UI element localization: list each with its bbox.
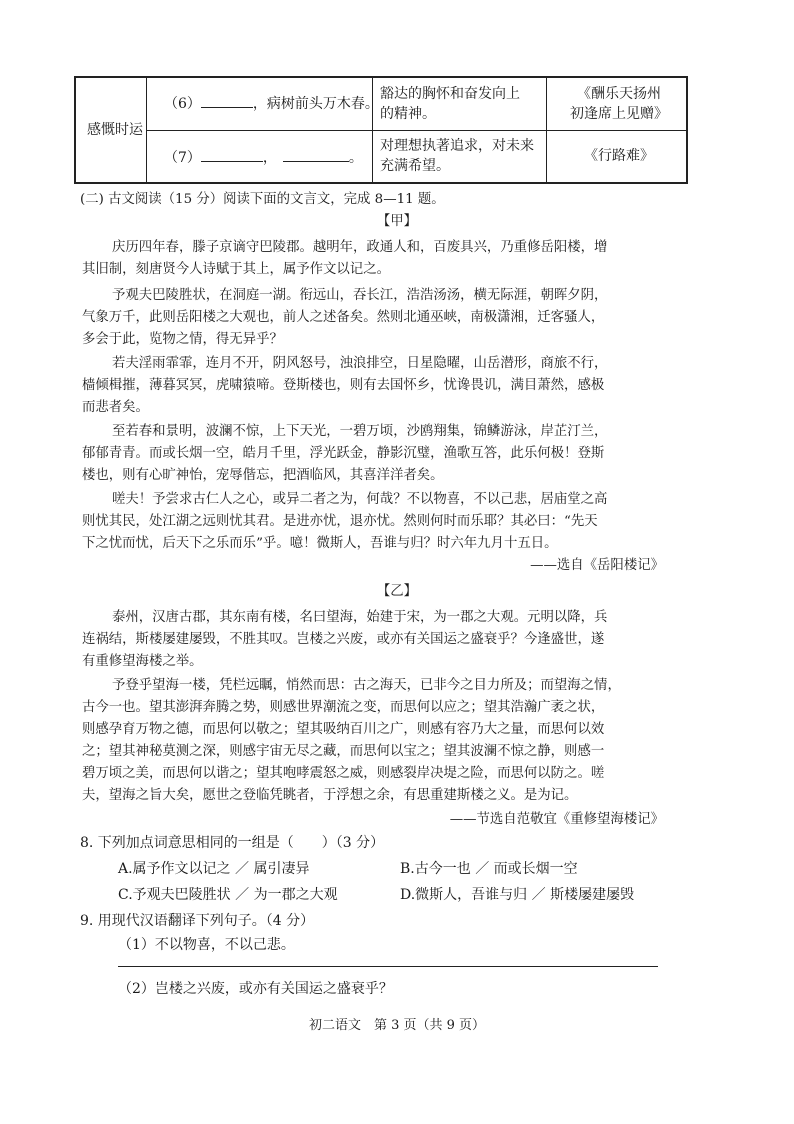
page-footer: 初二语文 第 3 页（共 9 页）: [308, 1018, 486, 1033]
passage-a-line: 郁郁青青。而或长烟一空，皓月千里，浮光跃金，静影沉璧，渔歌互答，此乐何极！登斯: [82, 446, 605, 461]
table-row-7-question: （7） ， 。: [164, 150, 363, 166]
passage-b-line: 之；望其神秘莫测之深，则感宇宙无尽之藏，而思何以宝之；望其波澜不惊之静，则感一: [82, 744, 605, 759]
answer-blank-7a[interactable]: [201, 161, 263, 162]
passage-a-line: 樯倾楫摧，薄暮冥冥，虎啸猿啼。登斯楼也，则有去国怀乡，忧谗畏讥，满目萧然，感极: [82, 378, 605, 393]
passage-b-line: 古今一也。望其澎湃奔腾之势，则感世界潮流之变，而思何以应之；望其浩瀚广袤之状，: [82, 700, 605, 715]
table-row-6-question: （6） ，病树前头万木春。: [164, 96, 379, 112]
q8-option-c[interactable]: C.予观夫巴陵胜状 ／ 为一郡之大观: [118, 887, 338, 903]
passage-b-line: 有重修望海楼之举。: [82, 654, 203, 669]
passage-a-line: 气象万千，此则岳阳楼之大观也，前人之述备矣。然则北通巫峡，南极潇湘，迁客骚人，: [82, 310, 605, 325]
passage-b-line: 连祸结，斯楼屡建屡毁，不胜其叹。岂楼之兴废，或亦有关国运之盛衰乎？今逢盛世，遂: [82, 632, 605, 647]
q9-sentence-1: （1）不以物喜，不以己悲。: [118, 937, 295, 953]
passage-a-line: 多会于此，览物之情，得无异乎？: [82, 332, 283, 347]
passage-a-line: 予观夫巴陵胜状，在洞庭一湖。衔远山，吞长江，浩浩汤汤，横无际涯，朝晖夕阴，: [112, 288, 608, 303]
answer-blank-7b[interactable]: [283, 161, 349, 162]
passage-b-line: 泰州，汉唐古郡，其东南有楼，名曰望海，始建于宋，为一郡之大观。元明以降，兵: [112, 610, 608, 625]
answer-blank-6[interactable]: [201, 107, 253, 108]
passage-b-line: 碧万顷之美，而思何以谐之；望其咆哮震怒之威，则感裂岸决堤之险，而思何以防之。嗟: [82, 766, 605, 781]
passage-a-heading: 【甲】: [376, 214, 418, 229]
q8-option-a[interactable]: A.属予作文以记之 ／ 属引凄异: [118, 861, 310, 877]
passage-a-line: 则忧其民，处江湖之远则忧其君。是进亦忧，退亦忧。然则何时而乐耶？其必曰：“先天: [82, 514, 598, 529]
passage-a-source: ——选自《岳阳楼记》: [530, 558, 664, 573]
q8-stem: 8. 下列加点词意思相同的一组是（ ）（3 分）: [80, 835, 385, 851]
passage-a-line: 嗟夫！予尝求古仁人之心，或异二者之为，何哉？不以物喜，不以己悲，居庙堂之高: [112, 492, 608, 507]
passage-b-heading: 【乙】: [376, 584, 418, 599]
passage-a-line: 庆历四年春，滕子京谪守巴陵郡。越明年，政通人和，百废具兴，乃重修岳阳楼，增: [112, 240, 608, 255]
answer-line-1[interactable]: [118, 966, 658, 967]
passage-b-line: 夫，望海之旨大矣，愿世之登临凭眺者，于浮想之余，有思重建斯楼之义。是为记。: [82, 788, 578, 803]
passage-a-line: 至若春和景明，波澜不惊，上下天光，一碧万顷，沙鸥翔集，锦鳞游泳，岸芷汀兰，: [112, 424, 608, 439]
q9-stem: 9. 用现代汉语翻译下列句子。（4 分）: [80, 913, 315, 929]
passage-a-line: 楼也，则有心旷神怡，宠辱偕忘，把酒临风，其喜洋洋者矣。: [82, 468, 444, 483]
passage-a-line: 而悲者矣。: [82, 400, 149, 415]
poetry-table: [74, 76, 688, 184]
passage-b-line: 予登乎望海一楼，凭栏远瞩，悄然而思：古之海天，已非今之目力所及；而望海之情，: [112, 678, 621, 693]
table-row-6-source: 《酬乐天扬州 初逢席上见赠》: [570, 86, 668, 122]
q8-option-b[interactable]: B.古今一也 ／ 而或长烟一空: [400, 861, 578, 877]
table-row-7-meaning: 对理想执著追求，对未来 充满希望。: [380, 138, 534, 174]
passage-a-line: 下之忧而忧，后天下之乐而乐”乎。噫！微斯人，吾谁与归？时六年九月十五日。: [82, 536, 558, 551]
q9-sentence-2: （2）岂楼之兴废，或亦有关国运之盛衰乎？: [118, 981, 393, 997]
passage-a-line: 若夫淫雨霏霏，连月不开，阴风怒号，浊浪排空，日星隐曜，山岳潜形，商旅不行，: [112, 356, 608, 371]
passage-b-line: 则感孕育万物之德，而思何以敬之；望其吸纳百川之广，则感有容乃大之量，而思何以效: [82, 722, 605, 737]
section-intro: (二) 古文阅读（15 分）阅读下面的文言文，完成 8—11 题。: [80, 192, 445, 207]
q8-option-d[interactable]: D.微斯人，吾谁与归 ／ 斯楼屡建屡毁: [400, 887, 635, 903]
passage-b-source: ——节选自范敬宜《重修望海楼记》: [449, 812, 664, 827]
table-category: 感慨时运: [87, 122, 143, 138]
table-row-6-meaning: 豁达的胸怀和奋发向上 的精神。: [380, 86, 520, 122]
passage-a-line: 其旧制，刻唐贤今人诗赋于其上，属予作文以记之。: [82, 262, 390, 277]
table-row-7-source: 《行路难》: [584, 148, 654, 164]
